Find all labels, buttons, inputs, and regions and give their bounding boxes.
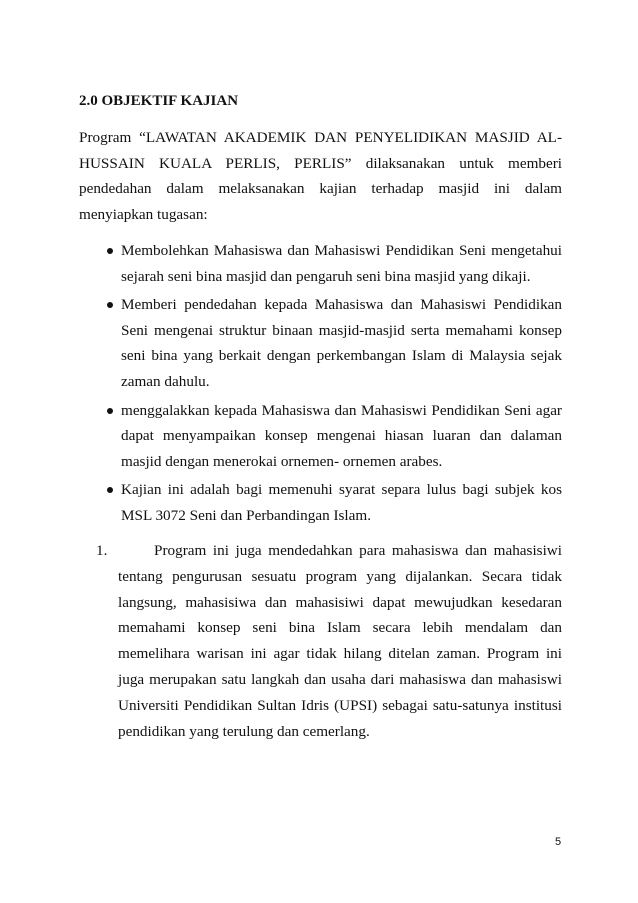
bullet-icon (107, 302, 113, 308)
list-item-text: menggalakkan kepada Mahasiswa dan Mahasiswi Pendidikan Seni agar dapat menyampaikan konsep mengenai hiasan luaran dan dalaman masjid dengan menerokai ornemen- ornemen arabes. (121, 401, 562, 470)
list-item (121, 292, 562, 394)
bullet-icon (107, 248, 113, 254)
list-item-text: Memberi pendedahan kepada Mahasiswa dan Mahasiswi Pendidikan Seni mengenai struktur binaan masjid-masjid serta memahami konsep seni bina yang berkait dengan perkembangan Islam di Malaysia sejak zaman dahulu. (121, 296, 562, 390)
bullet-icon (107, 487, 113, 493)
numbered-item-marker: 1. (96, 542, 108, 559)
numbered-paragraph: Program ini juga mendedahkan para mahasiswa dan mahasisiwi tentang pengurusan sesuatu program yang dijalankan. Secara tidak langsung, mahasisiwa dan mahasisiwi dapat mewujudkan kesedaran memahami konsep seni bina Islam secara lebih mendalam dan memelihara warisan ini agar tidak hilang ditelan zaman. Program ini juga merupakan satu langkah dan usaha dari mahasiswa dan mahasiswi Universiti Pendidikan Sultan Idris (UPSI) sebagai satu-satunya institusi pendidikan yang terulung dan cemerlang. (118, 542, 562, 740)
list-item-text: Membolehkan Mahasiswa dan Mahasiswi Pendidikan Seni mengetahui sejarah seni bina masjid dan pengaruh seni bina masjid yang dikaji. (121, 242, 562, 285)
bullet-icon (107, 408, 113, 414)
section-heading: 2.0 OBJEKTIF KAJIAN (79, 93, 239, 109)
list-item (121, 398, 562, 475)
list-item (121, 238, 562, 289)
page-number: 5 (555, 836, 562, 848)
list-item (121, 477, 562, 528)
list-item-text: Kajian ini adalah bagi memenuhi syarat separa lulus bagi subjek kos MSL 3072 Seni dan Perbandingan Islam. (121, 481, 562, 524)
objectives-list (121, 238, 562, 532)
intro-paragraph: Program “LAWATAN AKADEMIK DAN PENYELIDIKAN MASJID AL-HUSSAIN KUALA PERLIS, PERLIS” dilaksanakan untuk memberi pendedahan dalam melaksanakan kajian terhadap masjid ini dalam menyiapkan tugasan: (79, 129, 562, 223)
